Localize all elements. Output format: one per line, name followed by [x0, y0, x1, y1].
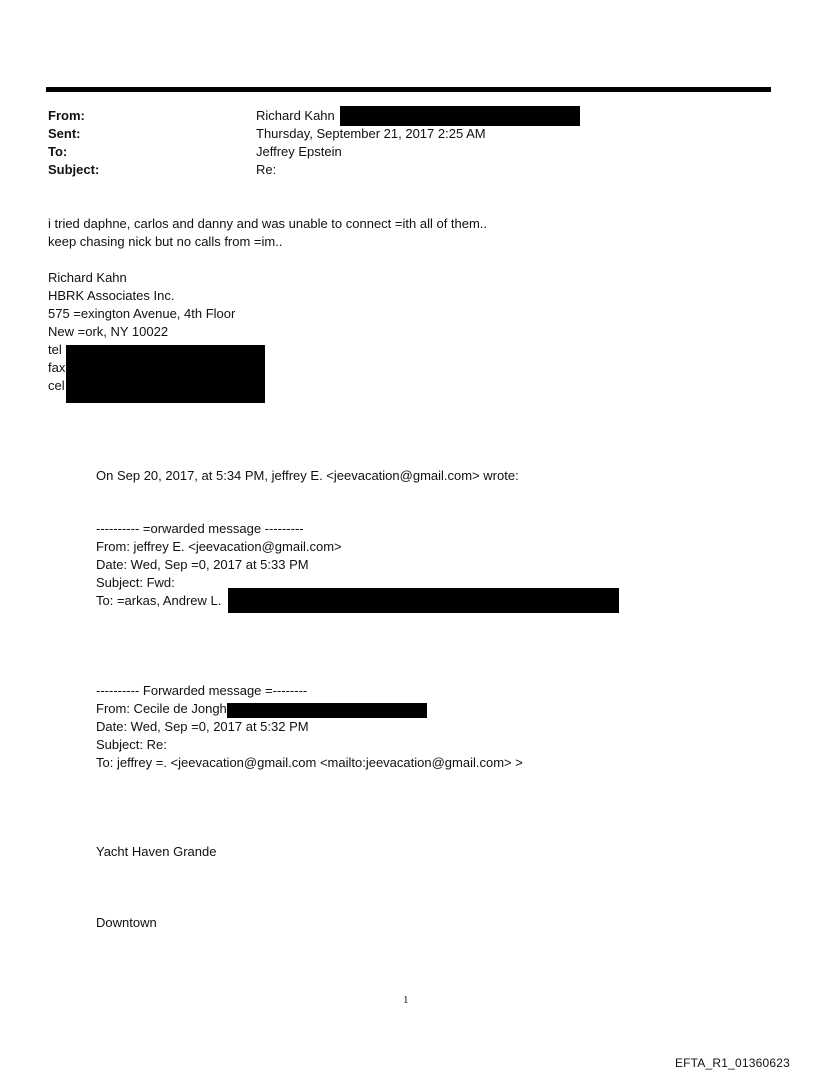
redaction-box: [340, 106, 580, 126]
forward-date: Date: Wed, Sep =0, 2017 at 5:32 PM: [96, 719, 309, 734]
document-id: EFTA_R1_01360623: [674, 1056, 790, 1070]
header-divider: [46, 87, 771, 92]
subject-value: Re:: [256, 162, 277, 177]
forward-separator: ---------- Forwarded message =--------: [96, 683, 308, 698]
signature-name: Richard Kahn: [48, 270, 127, 285]
subject-label: Subject:: [48, 162, 100, 177]
forward-from: From: Cecile de Jongh: [96, 701, 227, 716]
forward-separator: ---------- =orwarded message ---------: [96, 521, 304, 536]
sent-value: Thursday, September 21, 2017 2:25 AM: [256, 126, 486, 141]
forward-date: Date: Wed, Sep =0, 2017 at 5:33 PM: [96, 557, 309, 572]
body-line: i tried daphne, carlos and danny and was unable to connect =ith all of them..: [48, 216, 488, 231]
signature-fax: fax: [48, 360, 66, 375]
body-line: keep chasing nick but no calls from =im..: [48, 234, 283, 249]
forward-subject: Subject: Fwd:: [96, 575, 175, 590]
to-value: Jeffrey Epstein: [256, 144, 342, 159]
from-label: From:: [48, 108, 85, 123]
from-value: Richard Kahn: [256, 108, 335, 123]
signature-cel: cel: [48, 378, 65, 393]
sent-label: Sent:: [48, 126, 81, 141]
redaction-box: [228, 588, 619, 613]
redaction-box: [227, 703, 427, 718]
forward-subject: Subject: Re:: [96, 737, 167, 752]
quote-intro: On Sep 20, 2017, at 5:34 PM, jeffrey E. <jeevacation@gmail.com> wrote:: [96, 468, 519, 483]
page-number: 1: [403, 994, 409, 1006]
signature-company: HBRK Associates Inc.: [48, 288, 175, 303]
signature-address: 575 =exington Avenue, 4th Floor: [48, 306, 236, 321]
signature-tel: tel: [48, 342, 62, 357]
signature-address: New =ork, NY 10022: [48, 324, 169, 339]
forward-to: To: =arkas, Andrew L.: [96, 593, 222, 608]
to-label: To:: [48, 144, 68, 159]
forward-to: To: jeffrey =. <jeevacation@gmail.com <mailto:jeevacation@gmail.com> >: [96, 755, 523, 770]
redaction-box: [66, 345, 265, 403]
forward-from: From: jeffrey E. <jeevacation@gmail.com>: [96, 539, 342, 554]
quoted-text: Yacht Haven Grande: [96, 844, 217, 859]
quoted-text: Downtown: [96, 915, 157, 930]
